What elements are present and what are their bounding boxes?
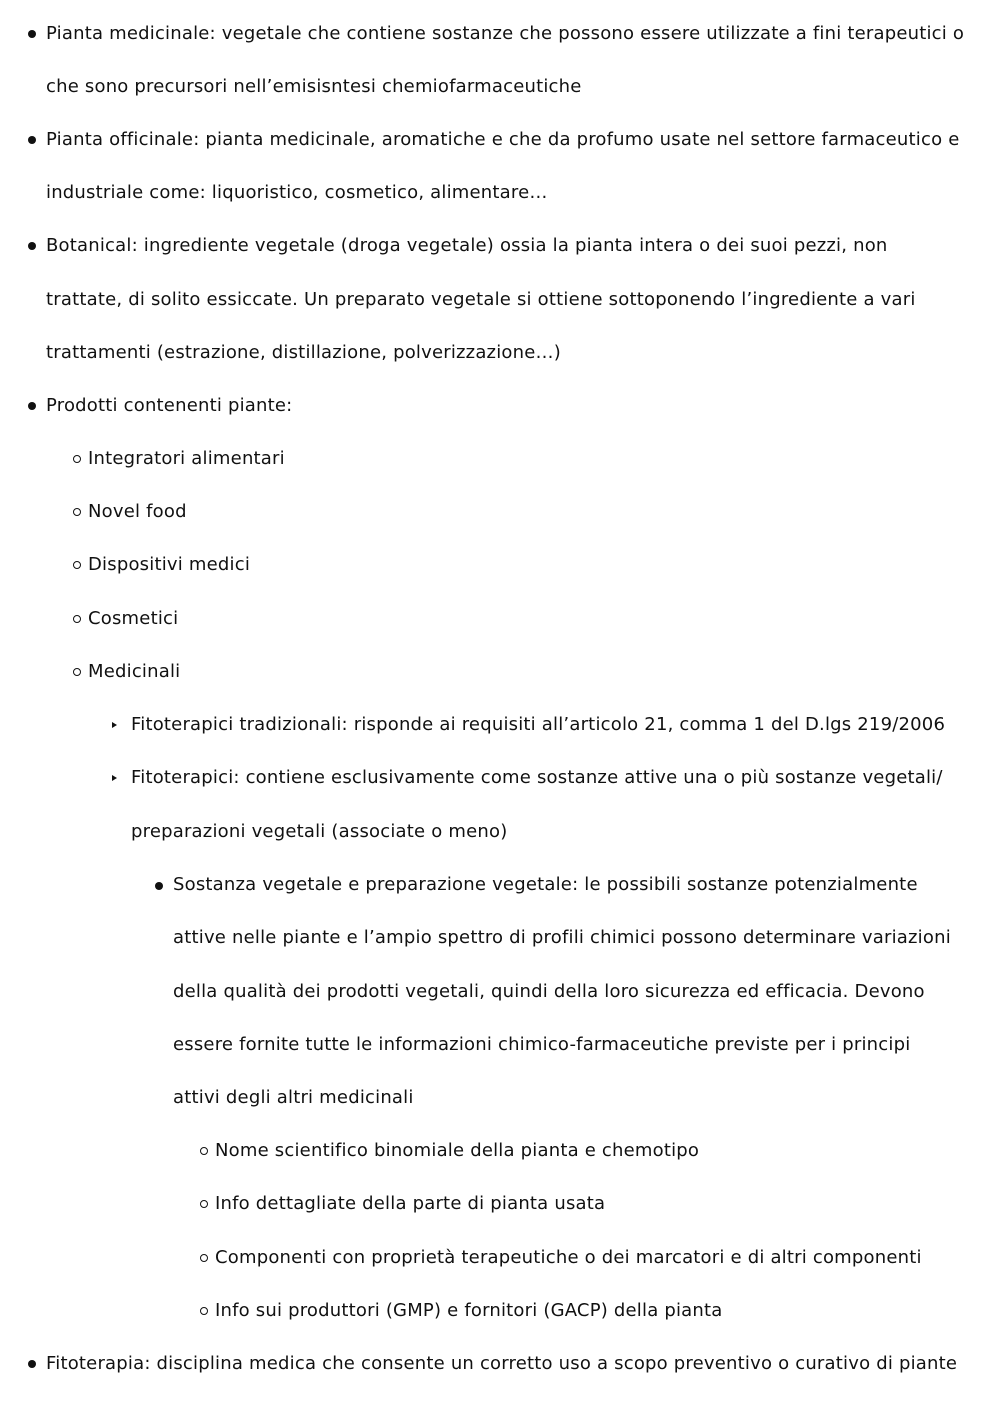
circle-bullet-icon [200, 1254, 208, 1262]
circle-bullet-icon [73, 668, 81, 676]
list-item-nome-scientifico: Nome scientifico binomiale della pianta e chemotipo [215, 1140, 700, 1161]
text-line: essere fornite tutte le informazioni chimico-farmaceutiche previste per i principi [173, 1034, 911, 1055]
disc-bullet-icon [28, 402, 36, 410]
text-line: industriale come: liquoristico, cosmetico, alimentare… [46, 182, 548, 203]
list-item-fitoterapia: Fitoterapia: disciplina medica che consente un corretto uso a scopo preventivo o curativo di piante [46, 1353, 958, 1374]
list-item-info-produttori: Info sui produttori (GMP) e fornitori (GACP) della pianta [215, 1300, 723, 1321]
list-item-componenti: Componenti con proprietà terapeutiche o dei marcatori e di altri componenti [215, 1247, 922, 1268]
disc-bullet-icon [28, 136, 36, 144]
text-line: della qualità dei prodotti vegetali, quindi della loro sicurezza ed efficacia. Devono [173, 981, 925, 1002]
list-item-integratori: Integratori alimentari [88, 448, 285, 469]
text-line: attivi degli altri medicinali [173, 1087, 414, 1108]
triangle-bullet-icon [112, 722, 117, 728]
text-line: Pianta medicinale: vegetale che contiene sostanze che possono essere utilizzate a fini terapeutici o [46, 23, 965, 44]
text-line: Fitoterapici: contiene esclusivamente come sostanze attive una o più sostanze vegetali/ [131, 767, 943, 788]
list-item-dispositivi: Dispositivi medici [88, 554, 251, 575]
disc-bullet-icon [155, 882, 163, 890]
list-item-info-parte: Info dettagliate della parte di pianta usata [215, 1193, 606, 1214]
text-line: preparazioni vegetali (associate o meno) [131, 821, 508, 842]
text-line: Pianta officinale: pianta medicinale, aromatiche e che da profumo usate nel settore farmaceutico e [46, 129, 960, 150]
list-item-cosmetici: Cosmetici [88, 608, 179, 629]
text-line: Sostanza vegetale e preparazione vegetale: le possibili sostanze potenzialmente [173, 874, 918, 895]
circle-bullet-icon [73, 561, 81, 569]
disc-bullet-icon [28, 1360, 36, 1368]
list-item-medicinali: Medicinali [88, 661, 181, 682]
circle-bullet-icon [200, 1307, 208, 1315]
circle-bullet-icon [200, 1147, 208, 1155]
text-line: trattate, di solito essiccate. Un preparato vegetale si ottiene sottoponendo l’ingrediente a vari [46, 289, 916, 310]
circle-bullet-icon [73, 615, 81, 623]
text-line: attive nelle piante e l’ampio spettro di profili chimici possono determinare variazioni [173, 927, 951, 948]
triangle-bullet-icon [112, 775, 117, 781]
list-item-novel-food: Novel food [88, 501, 187, 522]
circle-bullet-icon [73, 455, 81, 463]
text-line: che sono precursori nell’emisisntesi chemiofarmaceutiche [46, 76, 582, 97]
text-line: Botanical: ingrediente vegetale (droga vegetale) ossia la pianta intera o dei suoi pezzi, non [46, 235, 888, 256]
text-line: Prodotti contenenti piante: [46, 395, 293, 416]
circle-bullet-icon [73, 508, 81, 516]
text-line: trattamenti (estrazione, distillazione, polverizzazione…) [46, 342, 561, 363]
circle-bullet-icon [200, 1200, 208, 1208]
disc-bullet-icon [28, 242, 36, 250]
list-item-fitoterapici-tradizionali: Fitoterapici tradizionali: risponde ai requisiti all’articolo 21, comma 1 del D.lgs 219/2006 [131, 714, 946, 735]
disc-bullet-icon [28, 30, 36, 38]
